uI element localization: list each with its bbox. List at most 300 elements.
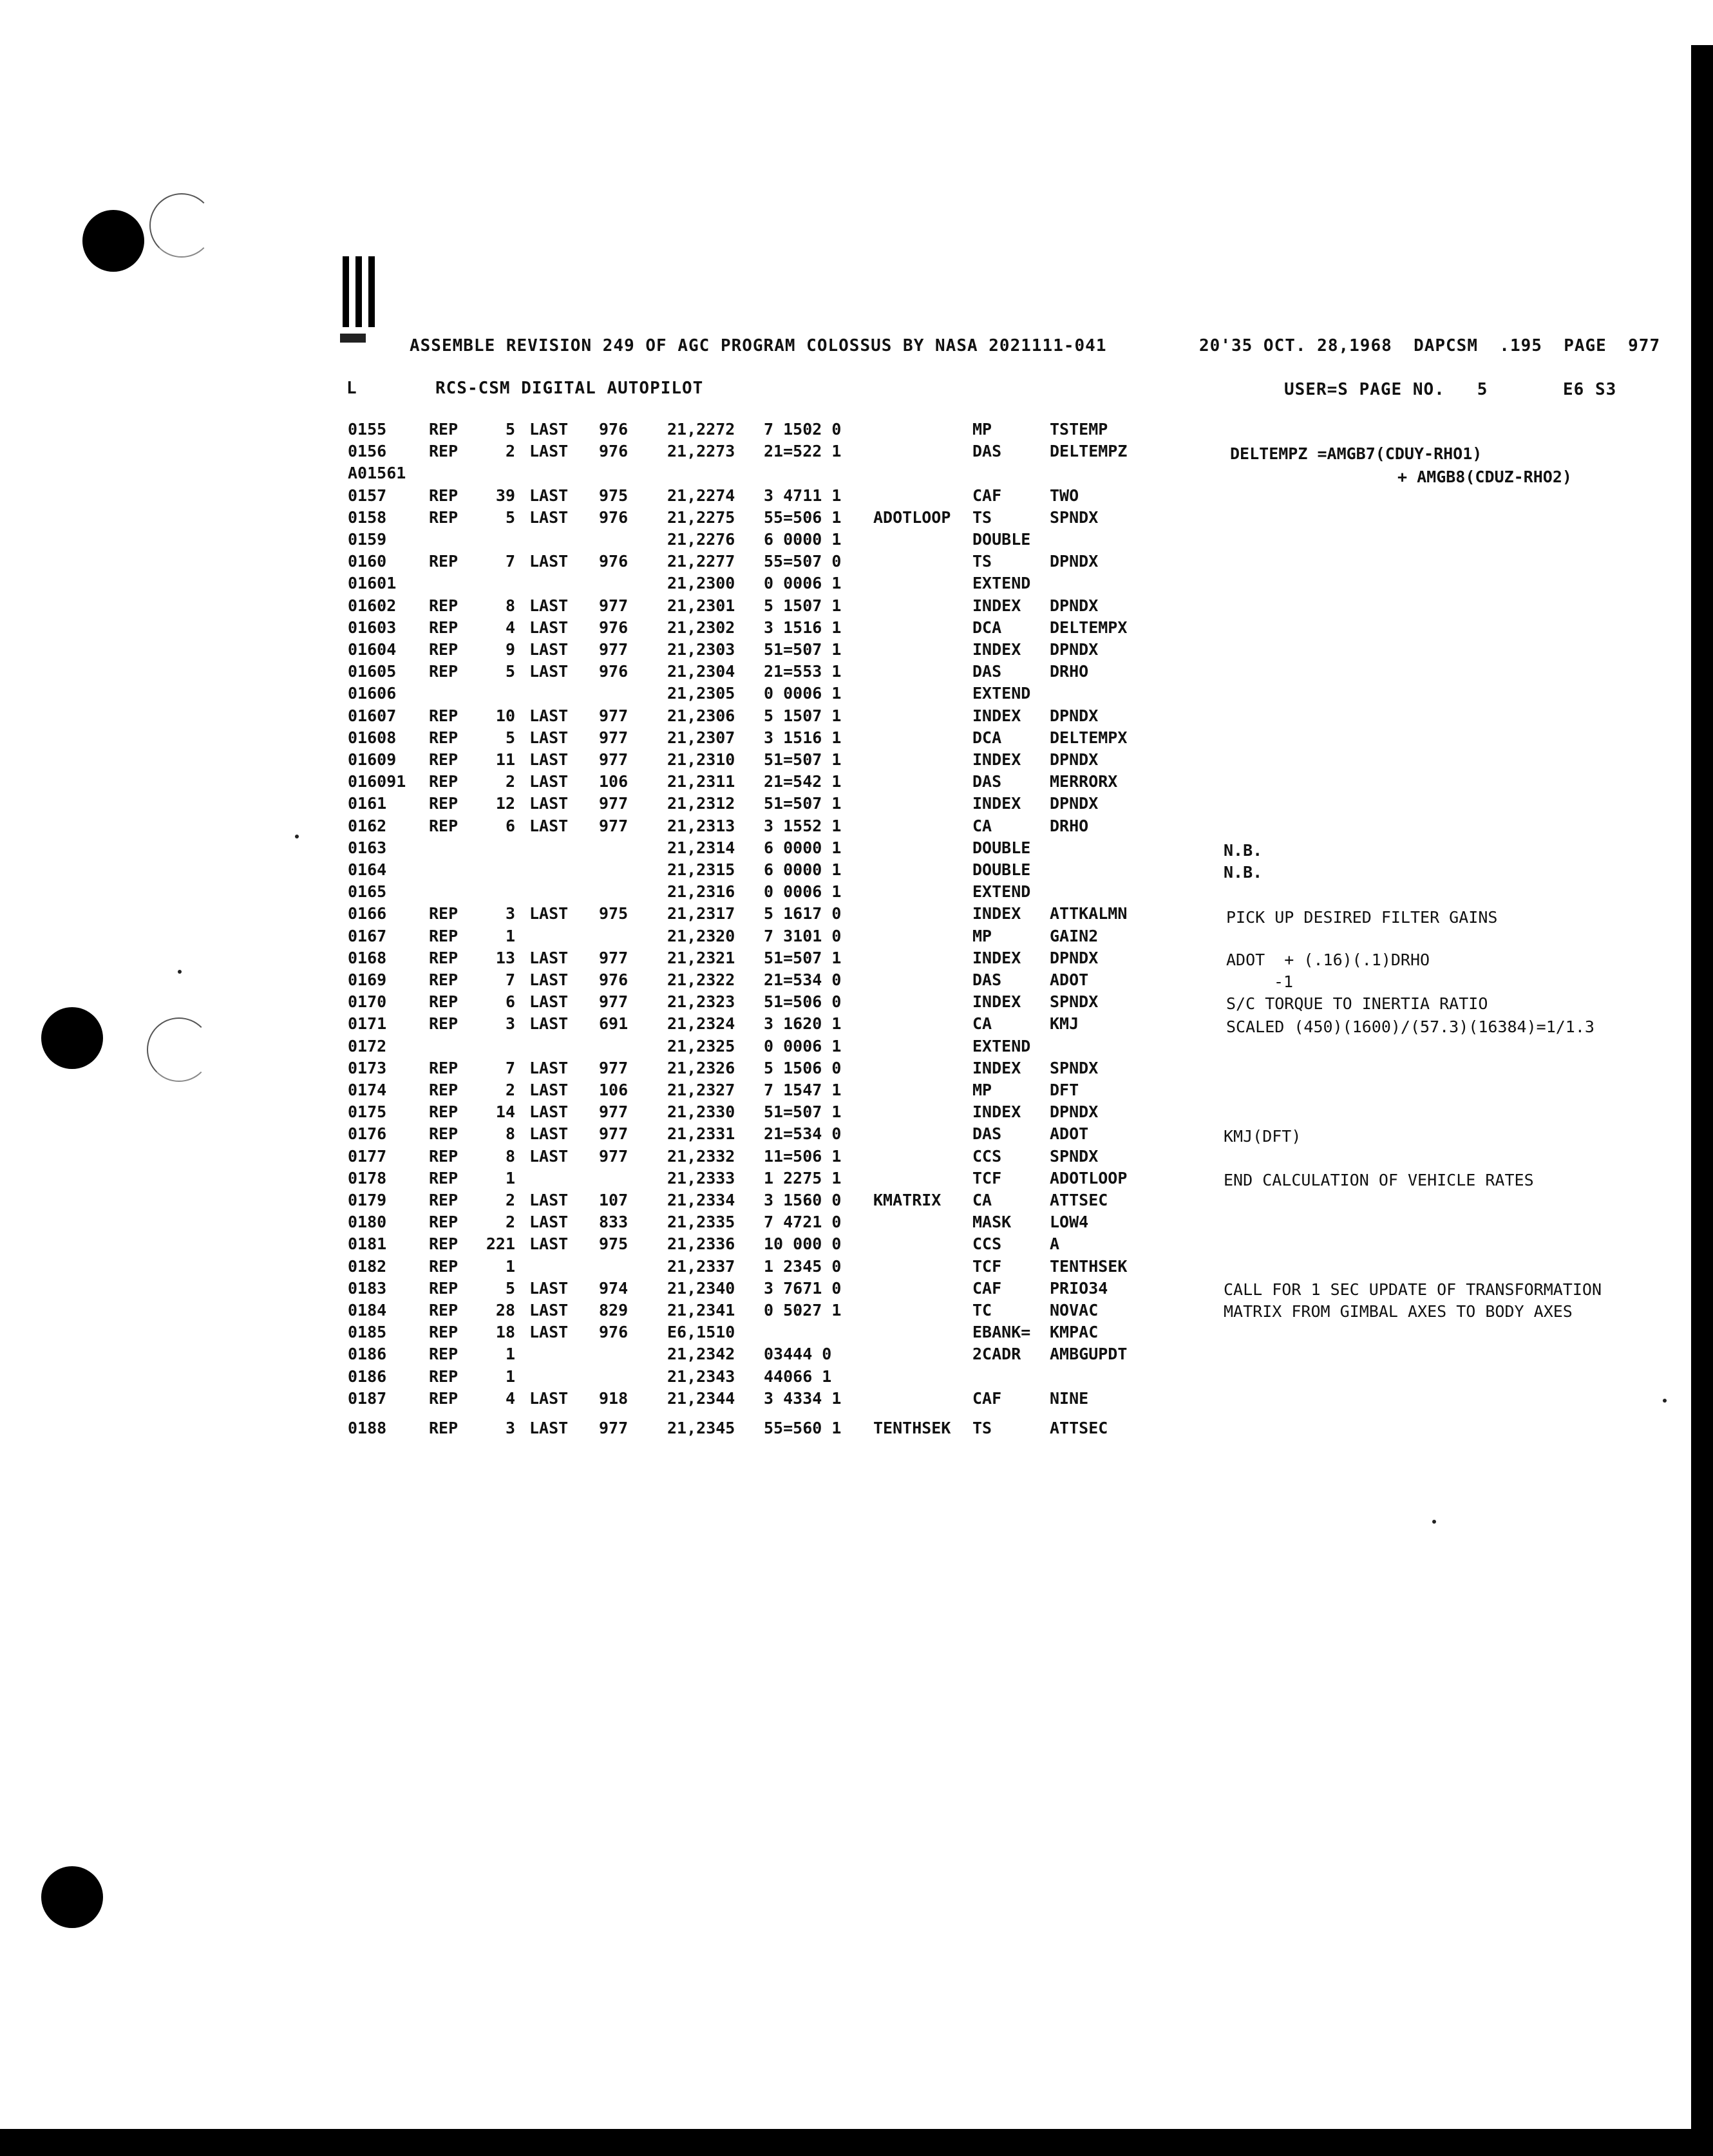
opcode: MP — [972, 1081, 992, 1099]
operand: ATTSEC — [1050, 1191, 1108, 1209]
octal-word: 44066 1 — [764, 1366, 832, 1386]
address: 21,2275 — [667, 507, 735, 527]
last-marker: LAST — [529, 442, 569, 461]
opcode: CCS — [972, 1234, 1002, 1254]
opcode: EBANK= — [972, 1323, 1031, 1342]
line-number: 0157 — [348, 486, 387, 505]
comment-deltempz: DELTEMPZ =AMGB7(CDUY-RHO1) — [1230, 444, 1482, 463]
comment-call-update: CALL FOR 1 SEC UPDATE OF TRANSFORMATION — [1224, 1280, 1602, 1299]
rep-marker: REP — [429, 596, 459, 615]
rep-marker: REP — [429, 1323, 459, 1342]
rep-count: 14 — [495, 1102, 515, 1122]
operand: KMPAC — [1050, 1323, 1099, 1342]
last-marker: LAST — [529, 1102, 569, 1122]
line-number: 01603 — [348, 618, 397, 637]
opcode: INDEX — [972, 706, 1021, 725]
address: 21,2302 — [667, 618, 735, 637]
rep-count: 5 — [505, 420, 515, 439]
rep-count: 8 — [505, 596, 515, 615]
octal-word: 51=507 1 — [764, 750, 842, 769]
operand: DPNDX — [1050, 640, 1099, 659]
octal-word: 7 1547 1 — [764, 1081, 842, 1099]
rep-count: 2 — [505, 442, 515, 461]
comment-pickup-gains: PICK UP DESIRED FILTER GAINS — [1226, 908, 1498, 927]
rep-marker: REP — [429, 1191, 459, 1209]
last-page: 974 — [599, 1278, 629, 1298]
address: 21,2305 — [667, 684, 735, 703]
address: 21,2300 — [667, 574, 735, 593]
operand: AMBGUPDT — [1050, 1345, 1128, 1364]
last-page: 977 — [599, 1124, 629, 1144]
comment-nb: N.B. — [1224, 863, 1263, 882]
rep-marker: REP — [429, 1213, 459, 1232]
last-marker: LAST — [529, 640, 569, 659]
opcode: TS — [972, 552, 992, 571]
operand: DFT — [1050, 1081, 1079, 1099]
operand: ATTSEC — [1050, 1419, 1108, 1437]
rep-marker: REP — [429, 1058, 459, 1077]
opcode: DOUBLE — [972, 860, 1031, 879]
address: 21,2344 — [667, 1388, 735, 1408]
line-number: 0168 — [348, 948, 387, 967]
line-number: 01609 — [348, 750, 397, 769]
rep-marker: REP — [429, 618, 459, 637]
line-number: 0177 — [348, 1146, 387, 1166]
octal-word: 3 1620 1 — [764, 1014, 842, 1034]
rep-marker: REP — [429, 662, 459, 681]
octal-word: 55=507 0 — [764, 552, 842, 571]
rep-marker: REP — [429, 794, 459, 813]
line-number: 01608 — [348, 728, 397, 747]
rep-count: 3 — [505, 904, 515, 923]
opcode: CA — [972, 1014, 992, 1034]
last-page: 975 — [599, 1234, 629, 1254]
opcode: INDEX — [972, 1102, 1021, 1122]
opcode: DAS — [972, 772, 1002, 791]
punch-hole-ring — [147, 1017, 211, 1082]
last-marker: LAST — [529, 1419, 569, 1437]
comment-scaled: SCALED (450)(1600)/(57.3)(16384)=1/1.3 — [1226, 1017, 1595, 1036]
speck — [295, 835, 299, 838]
opcode: CAF — [972, 1388, 1002, 1408]
operand: DPNDX — [1050, 794, 1099, 813]
rep-marker: REP — [429, 1014, 459, 1034]
line-number: 0178 — [348, 1168, 387, 1187]
rep-count: 8 — [505, 1124, 515, 1144]
rep-marker: REP — [429, 1419, 459, 1437]
rep-count: 5 — [505, 728, 515, 747]
opcode: INDEX — [972, 750, 1021, 769]
last-marker: LAST — [529, 618, 569, 637]
address: 21,2307 — [667, 728, 735, 747]
octal-word: 1 2345 0 — [764, 1256, 842, 1276]
last-page: 977 — [599, 948, 629, 967]
line-number: 0171 — [348, 1014, 387, 1034]
operand: PRIO34 — [1050, 1278, 1108, 1298]
rep-marker: REP — [429, 1366, 459, 1386]
operand: KMJ — [1050, 1014, 1079, 1034]
last-marker: LAST — [529, 992, 569, 1012]
address: 21,2327 — [667, 1081, 735, 1099]
rep-marker: REP — [429, 1234, 459, 1254]
line-number: 0188 — [348, 1419, 387, 1437]
address: 21,2314 — [667, 838, 735, 857]
address: 21,2333 — [667, 1168, 735, 1187]
line-number: 01602 — [348, 596, 397, 615]
octal-word: 03444 0 — [764, 1345, 832, 1364]
address: 21,2321 — [667, 948, 735, 967]
address: 21,2310 — [667, 750, 735, 769]
octal-word: 51=507 1 — [764, 640, 842, 659]
last-page: 976 — [599, 1323, 629, 1342]
last-marker: LAST — [529, 970, 569, 989]
line-number: 0179 — [348, 1191, 387, 1209]
line-number: 0183 — [348, 1278, 387, 1298]
punch-hole — [82, 210, 144, 272]
octal-word: 0 0006 1 — [764, 574, 842, 593]
comment-kmj: KMJ(DFT) — [1224, 1127, 1301, 1146]
last-page: 976 — [599, 970, 629, 989]
rep-count: 4 — [505, 1388, 515, 1408]
operand: DRHO — [1050, 816, 1089, 835]
opcode: INDEX — [972, 640, 1021, 659]
last-marker: LAST — [529, 486, 569, 505]
octal-word: 51=507 1 — [764, 948, 842, 967]
line-number: 0180 — [348, 1213, 387, 1232]
last-page: 106 — [599, 772, 629, 791]
last-page: 977 — [599, 750, 629, 769]
rep-marker: REP — [429, 1102, 459, 1122]
opcode: DCA — [972, 728, 1002, 747]
last-page: 829 — [599, 1301, 629, 1319]
rep-count: 2 — [505, 1191, 515, 1209]
last-marker: LAST — [529, 794, 569, 813]
rep-marker: REP — [429, 507, 459, 527]
opcode: TC — [972, 1301, 992, 1319]
opcode: CCS — [972, 1146, 1002, 1166]
address: 21,2313 — [667, 816, 735, 835]
last-marker: LAST — [529, 1278, 569, 1298]
octal-word: 55=506 1 — [764, 507, 842, 527]
rep-marker: REP — [429, 772, 459, 791]
last-marker: LAST — [529, 552, 569, 571]
operand: SPNDX — [1050, 1146, 1099, 1166]
address: 21,2315 — [667, 860, 735, 879]
line-number: 0161 — [348, 794, 387, 813]
operand: DPNDX — [1050, 1102, 1099, 1122]
octal-word: 5 1507 1 — [764, 596, 842, 615]
header-date-page: 20'35 OCT. 28,1968 DAPCSM .195 PAGE 977 — [1199, 336, 1661, 355]
operand: DELTEMPZ — [1050, 442, 1128, 461]
address: 21,2320 — [667, 926, 735, 945]
octal-word: 11=506 1 — [764, 1146, 842, 1166]
header-user-page: USER=S PAGE NO. 5 E6 S3 — [1284, 380, 1617, 399]
last-page: 976 — [599, 420, 629, 439]
last-page: 976 — [599, 618, 629, 637]
line-number: A01561 — [348, 464, 406, 483]
last-marker: LAST — [529, 662, 569, 681]
opcode: MP — [972, 420, 992, 439]
last-marker: LAST — [529, 1191, 569, 1209]
rep-marker: REP — [429, 1168, 459, 1187]
rep-marker: REP — [429, 1388, 459, 1408]
rep-count: 6 — [505, 992, 515, 1012]
operand: TSTEMP — [1050, 420, 1108, 439]
opcode: TS — [972, 1419, 992, 1437]
rep-count: 3 — [505, 1419, 515, 1437]
line-number: 0166 — [348, 904, 387, 923]
operand: NINE — [1050, 1388, 1089, 1408]
line-number: 0176 — [348, 1124, 387, 1144]
comment-nb: N.B. — [1224, 841, 1263, 860]
opcode: DCA — [972, 618, 1002, 637]
address: 21,2324 — [667, 1014, 735, 1034]
octal-word: 51=507 1 — [764, 794, 842, 813]
last-marker: LAST — [529, 1388, 569, 1408]
symbol-label: TENTHSEK — [873, 1419, 951, 1437]
binder-marker-base — [340, 334, 366, 343]
line-number: 0186 — [348, 1366, 387, 1386]
line-number: 0165 — [348, 882, 387, 902]
last-page: 977 — [599, 1419, 629, 1437]
last-page: 977 — [599, 728, 629, 747]
rep-count: 11 — [495, 750, 515, 769]
last-page: 977 — [599, 794, 629, 813]
comment-end-calculation: END CALCULATION OF VEHICLE RATES — [1224, 1171, 1534, 1189]
last-marker: LAST — [529, 1124, 569, 1144]
line-number: 0163 — [348, 838, 387, 857]
opcode: CAF — [972, 486, 1002, 505]
octal-word: 6 0000 1 — [764, 530, 842, 549]
last-marker: LAST — [529, 816, 569, 835]
last-marker: LAST — [529, 706, 569, 725]
last-marker: LAST — [529, 1014, 569, 1034]
rep-marker: REP — [429, 992, 459, 1012]
address: 21,2331 — [667, 1124, 735, 1144]
octal-word: 5 1617 0 — [764, 904, 842, 923]
octal-word: 21=542 1 — [764, 772, 842, 791]
last-page: 976 — [599, 442, 629, 461]
operand: GAIN2 — [1050, 926, 1099, 945]
address: 21,2326 — [667, 1058, 735, 1077]
line-number: 0173 — [348, 1058, 387, 1077]
opcode: DOUBLE — [972, 530, 1031, 549]
last-page: 975 — [599, 486, 629, 505]
rep-count: 1 — [505, 926, 515, 945]
operand: TWO — [1050, 486, 1079, 505]
operand: DELTEMPX — [1050, 728, 1128, 747]
rep-count: 1 — [505, 1168, 515, 1187]
octal-word: 5 1506 0 — [764, 1058, 842, 1077]
address: 21,2312 — [667, 794, 735, 813]
opcode: DOUBLE — [972, 838, 1031, 857]
opcode: INDEX — [972, 1058, 1021, 1077]
punch-hole — [41, 1866, 103, 1928]
last-marker: LAST — [529, 728, 569, 747]
comment-torque: S/C TORQUE TO INERTIA RATIO — [1226, 994, 1488, 1013]
address: 21,2272 — [667, 420, 735, 439]
octal-word: 0 0006 1 — [764, 882, 842, 902]
last-marker: LAST — [529, 772, 569, 791]
octal-word: 5 1507 1 — [764, 706, 842, 725]
operand: DRHO — [1050, 662, 1089, 681]
address: 21,2332 — [667, 1146, 735, 1166]
rep-marker: REP — [429, 1081, 459, 1099]
operand: DPNDX — [1050, 948, 1099, 967]
rep-count: 221 — [486, 1234, 515, 1254]
operand: DPNDX — [1050, 706, 1099, 725]
speck — [1663, 1399, 1667, 1403]
operand: SPNDX — [1050, 1058, 1099, 1077]
octal-word: 51=506 0 — [764, 992, 842, 1012]
operand: ATTKALMN — [1050, 904, 1128, 923]
operand: ADOTLOOP — [1050, 1168, 1128, 1187]
last-marker: LAST — [529, 750, 569, 769]
opcode: DAS — [972, 442, 1002, 461]
rep-count: 2 — [505, 772, 515, 791]
opcode: DAS — [972, 1124, 1002, 1144]
line-number: 0187 — [348, 1388, 387, 1408]
rep-count: 13 — [495, 948, 515, 967]
last-page: 977 — [599, 1102, 629, 1122]
rep-count: 2 — [505, 1081, 515, 1099]
address: 21,2322 — [667, 970, 735, 989]
rep-marker: REP — [429, 552, 459, 571]
line-number: 016091 — [348, 772, 406, 791]
rep-marker: REP — [429, 442, 459, 461]
symbol-label: KMATRIX — [873, 1191, 942, 1209]
operand: MERRORX — [1050, 772, 1118, 791]
octal-word: 7 3101 0 — [764, 926, 842, 945]
operand: ADOT — [1050, 970, 1089, 989]
last-page: 975 — [599, 904, 629, 923]
scan-border-right — [1691, 45, 1713, 2156]
address: 21,2323 — [667, 992, 735, 1012]
rep-marker: REP — [429, 728, 459, 747]
rep-marker: REP — [429, 420, 459, 439]
opcode: DAS — [972, 970, 1002, 989]
operand: NOVAC — [1050, 1301, 1099, 1319]
rep-count: 12 — [495, 794, 515, 813]
opcode: DAS — [972, 662, 1002, 681]
last-marker: LAST — [529, 507, 569, 527]
line-number: 0186 — [348, 1345, 387, 1364]
speck — [178, 970, 182, 974]
line-number: 0174 — [348, 1081, 387, 1099]
rep-count: 18 — [495, 1323, 515, 1342]
address: 21,2311 — [667, 772, 735, 791]
rep-count: 39 — [495, 486, 515, 505]
address: 21,2317 — [667, 904, 735, 923]
punch-hole — [41, 1007, 103, 1069]
operand: ADOT — [1050, 1124, 1089, 1144]
rep-marker: REP — [429, 970, 459, 989]
operand: SPNDX — [1050, 507, 1099, 527]
octal-word: 7 4721 0 — [764, 1213, 842, 1232]
opcode: TS — [972, 507, 992, 527]
line-number: 01607 — [348, 706, 397, 725]
address: E6,1510 — [667, 1323, 735, 1342]
line-number: 0185 — [348, 1323, 387, 1342]
octal-word: 0 0006 1 — [764, 684, 842, 703]
line-number: 01601 — [348, 574, 397, 593]
octal-word: 0 5027 1 — [764, 1301, 842, 1319]
last-page: 106 — [599, 1081, 629, 1099]
last-page: 977 — [599, 1058, 629, 1077]
octal-word: 3 1516 1 — [764, 728, 842, 747]
rep-count: 4 — [505, 618, 515, 637]
line-number: 0158 — [348, 507, 387, 527]
rep-marker: REP — [429, 904, 459, 923]
operand: SPNDX — [1050, 992, 1099, 1012]
address: 21,2316 — [667, 882, 735, 902]
address: 21,2335 — [667, 1213, 735, 1232]
last-marker: LAST — [529, 420, 569, 439]
operand: TENTHSEK — [1050, 1256, 1128, 1276]
comment-deltempz-cont: + AMGB8(CDUZ-RHO2) — [1397, 468, 1572, 486]
rep-marker: REP — [429, 1146, 459, 1166]
octal-word: 7 1502 0 — [764, 420, 842, 439]
address: 21,2341 — [667, 1301, 735, 1319]
line-number: 0156 — [348, 442, 387, 461]
rep-marker: REP — [429, 486, 459, 505]
rep-count: 1 — [505, 1366, 515, 1386]
operand: DELTEMPX — [1050, 618, 1128, 637]
line-number: 01604 — [348, 640, 397, 659]
opcode: EXTEND — [972, 1036, 1031, 1055]
octal-word: 3 7671 0 — [764, 1278, 842, 1298]
opcode: EXTEND — [972, 574, 1031, 593]
rep-count: 1 — [505, 1345, 515, 1364]
header-assemble-line: ASSEMBLE REVISION 249 OF AGC PROGRAM COLOSSUS BY NASA 2021111-041 — [410, 336, 1107, 355]
rep-marker: REP — [429, 1124, 459, 1144]
opcode: INDEX — [972, 948, 1021, 967]
octal-word: 21=534 0 — [764, 1124, 842, 1144]
octal-word: 1 2275 1 — [764, 1168, 842, 1187]
octal-word: 21=553 1 — [764, 662, 842, 681]
line-number: 0172 — [348, 1036, 387, 1055]
last-marker: LAST — [529, 1323, 569, 1342]
line-number: 0182 — [348, 1256, 387, 1276]
address: 21,2304 — [667, 662, 735, 681]
line-number: 0160 — [348, 552, 387, 571]
rep-marker: REP — [429, 640, 459, 659]
line-number: 0159 — [348, 530, 387, 549]
line-number: 0184 — [348, 1301, 387, 1319]
address: 21,2303 — [667, 640, 735, 659]
last-marker: LAST — [529, 948, 569, 967]
opcode: TCF — [972, 1168, 1002, 1187]
opcode: TCF — [972, 1256, 1002, 1276]
address: 21,2306 — [667, 706, 735, 725]
last-page: 918 — [599, 1388, 629, 1408]
line-number: 0175 — [348, 1102, 387, 1122]
octal-word: 3 4334 1 — [764, 1388, 842, 1408]
rep-count: 3 — [505, 1014, 515, 1034]
address: 21,2274 — [667, 486, 735, 505]
line-number: 0170 — [348, 992, 387, 1012]
header-marker: L — [346, 379, 357, 398]
last-page: 977 — [599, 596, 629, 615]
octal-word: 21=534 0 — [764, 970, 842, 989]
last-marker: LAST — [529, 596, 569, 615]
rep-count: 8 — [505, 1146, 515, 1166]
line-number: 01605 — [348, 662, 397, 681]
last-page: 976 — [599, 552, 629, 571]
address: 21,2336 — [667, 1234, 735, 1254]
operand: LOW4 — [1050, 1213, 1089, 1232]
octal-word: 55=560 1 — [764, 1419, 842, 1437]
